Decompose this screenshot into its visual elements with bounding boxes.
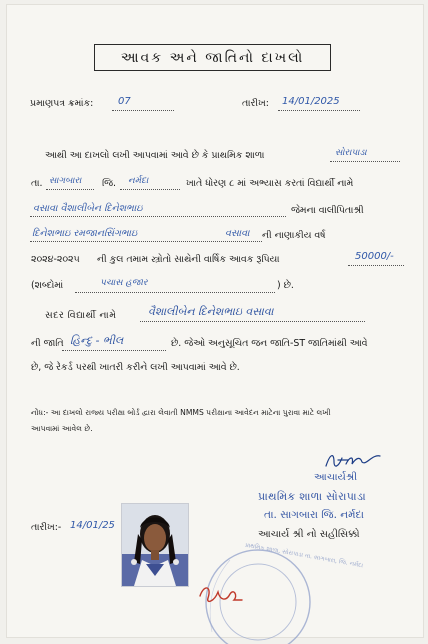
guardian-name: દિનેશભાઇ રમજાનસિંગભાઇ — [32, 228, 138, 239]
words-underline — [75, 292, 275, 293]
guardian-surname: વસાવા — [225, 228, 250, 239]
student-name-repeat-underline — [140, 321, 365, 322]
line4-text: ની નાણાકીય વર્ષ — [262, 230, 326, 241]
line1-text: આથી આ દાખલો લખી આપવામાં આવે છે કે પ્રાથમિક શાળા — [45, 150, 265, 161]
income-amount: 50000/- — [355, 251, 394, 262]
note-line2: આપવામાં આવેલ છે. — [31, 424, 93, 433]
line8-text: છે. જેઓ અનુસૂચિત જન જાતિ-ST જાતિમાંથી આવે — [171, 338, 368, 349]
note-line1: નોંધ:- આ દાખલો રાજ્ય પરીક્ષા બોર્ડ દ્વારા લેવાતી NMMS પરીક્ષાના આવેદન માટેના પુરાવા માટે લખી — [31, 408, 331, 417]
principal-role: આચાર્યશ્રી — [314, 472, 358, 483]
line5-text: ની કુલ તમામ સ્ત્રોતો સાથેની વાર્ષિક આવક રૂપિયા — [97, 254, 280, 265]
school-stamp-line1: પ્રાથમિક શાળા સોરાપાડા — [258, 490, 366, 503]
caste-label: ની જાતિ — [31, 338, 64, 349]
cert-no-value: 07 — [118, 96, 131, 107]
district-underline — [120, 189, 180, 190]
certificate-title — [94, 44, 331, 71]
signature-text — [326, 456, 336, 458]
student-photo — [121, 503, 189, 587]
district-label: જિ. — [102, 178, 116, 189]
date-value: 14/01/2025 — [282, 96, 340, 107]
district-value: નર્મદા — [128, 176, 149, 186]
taluka-underline — [46, 189, 94, 190]
footer-date-value: 14/01/25 — [70, 520, 115, 531]
date-label: તારીખ: — [242, 98, 269, 109]
income-in-words: પચાસ હજાર — [100, 278, 148, 288]
taluka-label: તા. — [31, 178, 43, 189]
footer-date-label: તારીખ:- — [31, 522, 62, 533]
line2-text: ખાતે ધોરણ ૮ માં અભ્યાસ કરતાં વિદ્યાર્થી નામે — [186, 178, 354, 189]
guardian-underline — [30, 241, 262, 242]
words-label: (શબ્દોમાં — [31, 280, 64, 291]
certificate-title-text: આવક અને જાતિનો દાખલો — [120, 49, 305, 66]
student-name-underline — [30, 216, 286, 217]
line3-text: જેમના વાલીપિતાશ્રી — [291, 205, 364, 216]
student-full-name: વસાવા વૈશાલીબેન દિનેશભાઇ — [33, 203, 143, 214]
words-end: ) છે. — [277, 280, 294, 291]
student-name-repeat: વૈશાલીબેન દિનેશભાઇ વસાવા — [148, 305, 274, 318]
handwritten-signature — [322, 448, 384, 472]
income-underline — [348, 265, 404, 266]
signature-caption: આચાર્ય શ્રી નો સહીસિક્કો — [258, 529, 360, 540]
caste-value: હિન્દુ - ભીલ — [70, 334, 124, 347]
red-initials — [190, 574, 250, 614]
round-stamp-text: પ્રાથમિક શાળા, સોરાપાડા તા. સાગબારા, જિ. નર્મદા — [244, 541, 364, 570]
cert-no-label: પ્રમાણપત્ર ક્રમાંક: — [30, 98, 94, 109]
cert-no-underline — [112, 110, 174, 111]
round-stamp — [190, 530, 364, 640]
school-stamp-line2: તા. સાગબારા જિ. નર્મદા — [264, 509, 364, 521]
financial-year: ૨૦૨૪-૨૦૨૫ — [31, 254, 80, 265]
line9-text: છે, જે રેકર્ડ પરથી ખાતરી કરીને લખી આપવામાં આવે છે. — [31, 362, 240, 373]
taluka-value: સાગબારા — [49, 176, 82, 186]
line7-label: સદર વિદ્યાર્થી નામે — [45, 310, 117, 321]
caste-underline — [62, 350, 166, 351]
school-underline — [330, 161, 400, 162]
school-name: સોરાપાડા — [335, 148, 367, 158]
date-underline — [278, 110, 360, 111]
